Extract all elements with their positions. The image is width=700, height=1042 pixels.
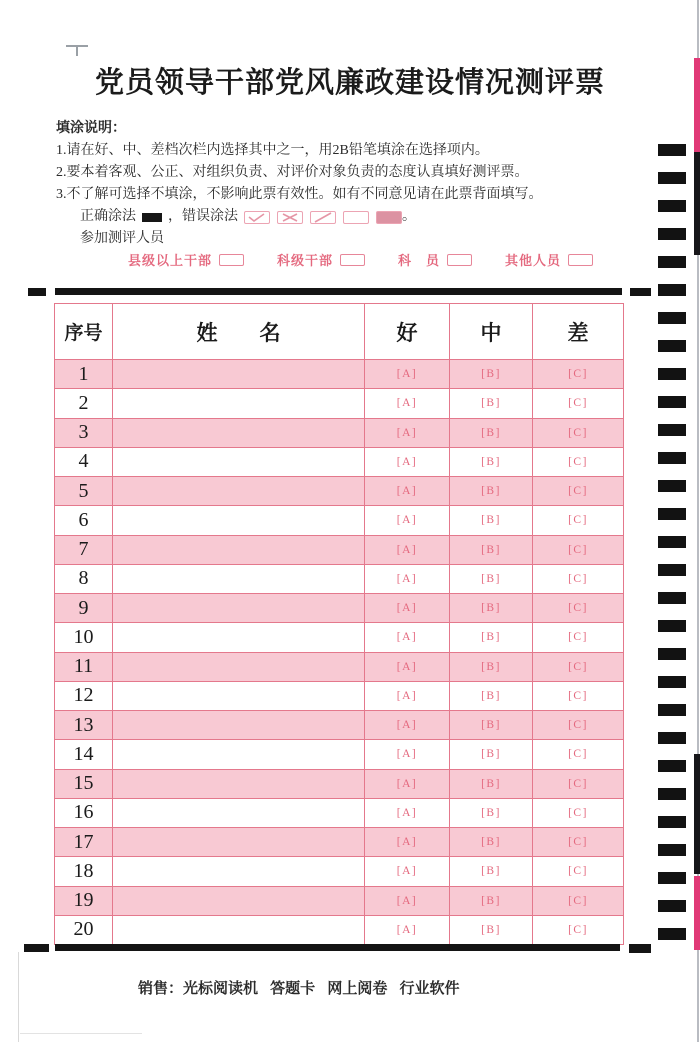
table-body [55,360,624,945]
fill-demo-line [56,206,616,228]
top-bar-left-dash [28,288,46,296]
wrong-fill-label: ，错误涂法 [168,209,238,224]
table-row [55,447,624,476]
instructions-heading: 填涂说明： [56,121,126,136]
col-header-name: 姓 名 [113,304,365,360]
name-cell[interactable] [113,594,365,623]
timing-mark [658,844,686,856]
timing-mark [658,228,686,240]
empty-box-icon [343,211,369,224]
bubble-medium[interactable]: [B] [450,389,533,418]
timing-mark [658,452,686,464]
table-row [55,535,624,564]
scan-artifact-line [18,952,19,1042]
page-title: 党员领导干部党风廉政建设情况测评票 [94,67,605,99]
bubble-medium[interactable]: [B] [450,711,533,740]
table-header-row [55,304,624,360]
row-index: 4 [55,447,113,476]
bubble-poor[interactable]: [C] [533,798,624,827]
bubble-medium[interactable]: [B] [450,506,533,535]
edge-black-strip-bottom [694,754,700,874]
bubble-poor[interactable]: [C] [533,477,624,506]
check-box-icon [244,211,270,224]
timing-mark [658,816,686,828]
row-index: 11 [55,652,113,681]
col-header-good: 好 [365,304,450,360]
registration-t-mark-stem [76,45,78,56]
table-row [55,857,624,886]
bubble-medium[interactable]: [B] [450,652,533,681]
bubble-good[interactable]: [A] [365,447,450,476]
bubble-medium[interactable]: [B] [450,828,533,857]
name-cell[interactable] [113,447,365,476]
table-row [55,769,624,798]
cross-box-icon [277,211,303,224]
col-header-poor: 差 [533,304,624,360]
bubble-good[interactable]: [A] [365,623,450,652]
bubble-poor[interactable]: [C] [533,447,624,476]
row-index: 15 [55,769,113,798]
name-cell[interactable] [113,360,365,389]
footer-sales-text [138,977,460,998]
timing-mark [658,900,686,912]
timing-mark [658,676,686,688]
name-cell[interactable] [113,681,365,710]
bubble-poor[interactable]: [C] [533,418,624,447]
bubble-medium[interactable]: [B] [450,769,533,798]
bubble-poor[interactable]: [C] [533,506,624,535]
bubble-medium[interactable]: [B] [450,681,533,710]
row-index: 19 [55,886,113,915]
table-row [55,477,624,506]
bubble-poor[interactable]: [C] [533,711,624,740]
bubble-good[interactable]: [A] [365,769,450,798]
bubble-good[interactable]: [A] [365,418,450,447]
bottom-bar-right-dash [629,944,651,953]
name-cell[interactable] [113,740,365,769]
timing-mark [658,144,686,156]
table-row [55,886,624,915]
bubble-poor[interactable]: [C] [533,915,624,944]
row-index: 13 [55,711,113,740]
bottom-timing-bar [55,944,620,951]
personnel-item [277,250,365,269]
personnel-checkbox[interactable] [340,254,365,266]
timing-mark [658,172,686,184]
bubble-good[interactable]: [A] [365,681,450,710]
personnel-checkbox[interactable] [219,254,244,266]
table-row [55,740,624,769]
footer-label: 销售： [138,980,184,997]
bubble-good[interactable]: [A] [365,740,450,769]
timing-mark [658,928,686,940]
row-index: 3 [55,418,113,447]
table-row [55,623,624,652]
timing-mark [658,480,686,492]
row-index: 5 [55,477,113,506]
row-index: 8 [55,564,113,593]
bubble-medium[interactable]: [B] [450,447,533,476]
bubble-medium[interactable]: [B] [450,594,533,623]
name-cell[interactable] [113,915,365,944]
scan-artifact-line [20,1033,142,1034]
table-row [55,389,624,418]
bubble-poor[interactable]: [C] [533,769,624,798]
edge-black-strip-top [694,152,700,255]
bubble-poor[interactable]: [C] [533,740,624,769]
slash-box-icon [310,211,336,224]
bubble-poor[interactable]: [C] [533,360,624,389]
row-index: 2 [55,389,113,418]
timing-mark [658,592,686,604]
bubble-poor[interactable]: [C] [533,564,624,593]
col-header-medium: 中 [450,304,533,360]
table-row [55,681,624,710]
bubble-poor[interactable]: [C] [533,681,624,710]
bubble-good[interactable]: [A] [365,506,450,535]
name-cell[interactable] [113,886,365,915]
name-cell[interactable] [113,506,365,535]
name-cell[interactable] [113,564,365,593]
bubble-poor[interactable]: [C] [533,594,624,623]
table-row [55,711,624,740]
timing-mark [658,704,686,716]
bubble-medium[interactable]: [B] [450,886,533,915]
timing-mark [658,788,686,800]
name-cell[interactable] [113,711,365,740]
personnel-checkbox[interactable] [568,254,593,266]
bubble-good[interactable]: [A] [365,564,450,593]
timing-mark [658,256,686,268]
bubble-good[interactable]: [A] [365,652,450,681]
personnel-label: 其他人员 [504,253,561,268]
timing-mark [658,760,686,772]
correct-fill-label: 正确涂法 [80,209,136,224]
bottom-bar-left-dash [24,944,49,952]
edge-magenta-strip-bottom [694,876,700,950]
row-index: 14 [55,740,113,769]
instructions-block [56,118,616,250]
timing-mark [658,872,686,884]
bubble-good[interactable]: [A] [365,886,450,915]
half-filled-box-icon [376,211,402,224]
personnel-label: 科级干部 [276,253,333,268]
timing-mark [658,312,686,324]
instruction-line-2: 2.要本着客观、公正、对组织负责、对评价对象负责的态度认真填好测评票。 [56,165,529,180]
bubble-medium[interactable]: [B] [450,798,533,827]
personnel-label: 县级以上干部 [128,253,213,268]
personnel-checkbox[interactable] [447,254,472,266]
timing-mark [658,340,686,352]
name-cell[interactable] [113,477,365,506]
top-timing-bar [55,288,622,295]
bubble-good[interactable]: [A] [365,477,450,506]
row-index: 7 [55,535,113,564]
personnel-item [128,250,244,269]
timing-mark [658,396,686,408]
footer-items: 光标阅读机 答题卡 网上阅卷 行业软件 [183,980,460,997]
timing-mark [658,648,686,660]
bubble-medium[interactable]: [B] [450,360,533,389]
bubble-good[interactable]: [A] [365,711,450,740]
row-index: 6 [55,506,113,535]
bubble-good[interactable]: [A] [365,360,450,389]
table-row [55,506,624,535]
row-index: 12 [55,681,113,710]
timing-mark [658,424,686,436]
bubble-medium[interactable]: [B] [450,418,533,447]
personnel-item [505,250,593,269]
name-cell[interactable] [113,769,365,798]
table-row [55,418,624,447]
table-row [55,798,624,827]
bubble-medium[interactable]: [B] [450,564,533,593]
bubble-good[interactable]: [A] [365,915,450,944]
bubble-medium[interactable]: [B] [450,857,533,886]
bubble-poor[interactable]: [C] [533,857,624,886]
bubble-good[interactable]: [A] [365,535,450,564]
correct-fill-mark-icon [142,213,162,222]
timing-mark [658,508,686,520]
bubble-poor[interactable]: [C] [533,652,624,681]
row-index: 10 [55,623,113,652]
participants-label: 参加测评人员 [80,231,164,246]
table-row [55,652,624,681]
row-index: 16 [55,798,113,827]
sentence-end: 。 [402,209,416,224]
top-bar-right-dash [630,288,651,296]
timing-mark [658,732,686,744]
timing-mark [658,620,686,632]
name-cell[interactable] [113,798,365,827]
name-cell[interactable] [113,828,365,857]
timing-mark [658,564,686,576]
bubble-medium[interactable]: [B] [450,740,533,769]
bubble-good[interactable]: [A] [365,389,450,418]
timing-mark [658,368,686,380]
row-index: 1 [55,360,113,389]
row-index: 17 [55,828,113,857]
bubble-medium[interactable]: [B] [450,477,533,506]
personnel-item [398,250,472,269]
table-row [55,828,624,857]
bubble-poor[interactable]: [C] [533,828,624,857]
bubble-medium[interactable]: [B] [450,535,533,564]
timing-mark [658,284,686,296]
bubble-good[interactable]: [A] [365,594,450,623]
bubble-medium[interactable]: [B] [450,623,533,652]
row-index: 18 [55,857,113,886]
table-row [55,564,624,593]
timing-mark [658,536,686,548]
instruction-line-3: 3.不了解可选择不填涂，不影响此票有效性。如有不同意见请在此票背面填写。 [56,187,543,202]
instruction-line-1: 1.请在好、中、差档次栏内选择其中之一，用2B铅笔填涂在选择项内。 [56,143,489,158]
bubble-poor[interactable]: [C] [533,535,624,564]
name-cell[interactable] [113,623,365,652]
table-row [55,594,624,623]
name-cell[interactable] [113,418,365,447]
bubble-good[interactable]: [A] [365,798,450,827]
edge-magenta-strip-top [694,58,700,152]
name-cell[interactable] [113,535,365,564]
wrong-fill-marks [244,211,402,224]
personnel-label: 科 员 [397,253,440,268]
bubble-poor[interactable]: [C] [533,886,624,915]
table-row [55,915,624,944]
name-cell[interactable] [113,857,365,886]
timing-mark [658,200,686,212]
table-row [55,360,624,389]
bubble-medium[interactable]: [B] [450,915,533,944]
evaluation-table [54,303,624,945]
bubble-good[interactable]: [A] [365,828,450,857]
bubble-good[interactable]: [A] [365,857,450,886]
bubble-poor[interactable]: [C] [533,623,624,652]
row-index: 9 [55,594,113,623]
name-cell[interactable] [113,652,365,681]
name-cell[interactable] [113,389,365,418]
col-header-index: 序号 [55,304,113,360]
personnel-row [128,250,593,269]
row-index: 20 [55,915,113,944]
bubble-poor[interactable]: [C] [533,389,624,418]
